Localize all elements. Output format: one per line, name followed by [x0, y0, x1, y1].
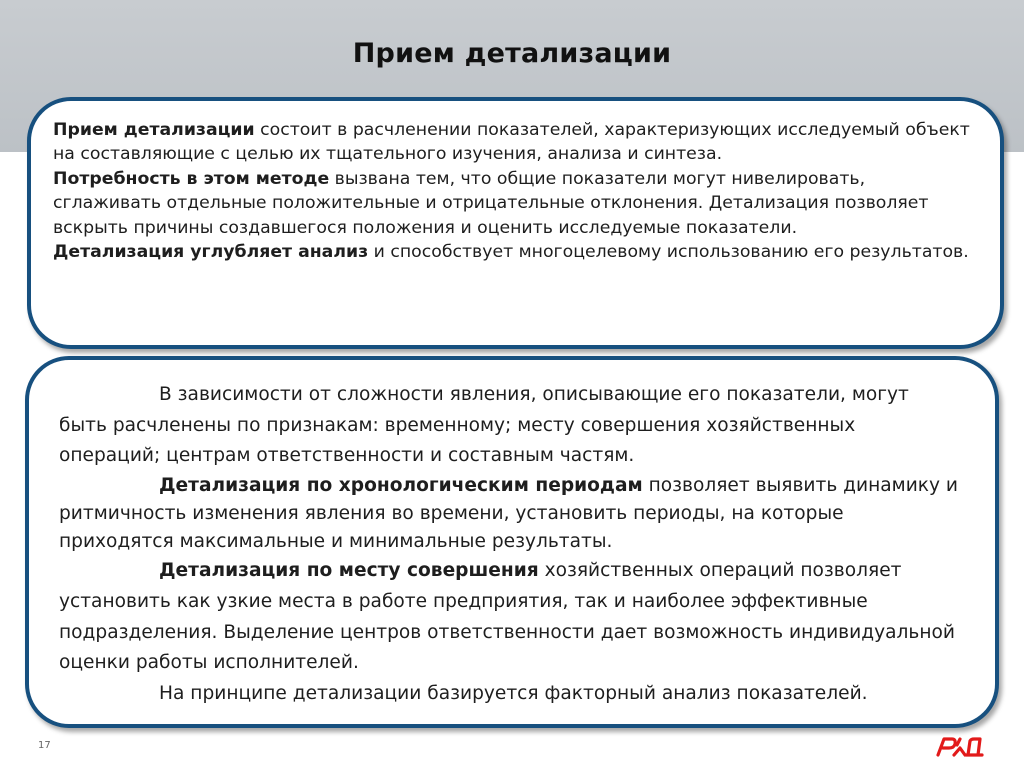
- deepening-paragraph: [53, 240, 976, 264]
- types-box: [25, 356, 999, 728]
- deepening-text: и способствует многоцелевому использованию его результатов.: [368, 242, 969, 263]
- need-paragraph: [53, 167, 976, 240]
- factor-analysis-paragraph: На принципе детализации базируется факторный анализ показателей.: [159, 682, 868, 704]
- rzd-logo-icon: [934, 735, 986, 757]
- definition-term: Прием детализации: [53, 120, 255, 140]
- definition-box: [27, 97, 1004, 349]
- page-number: 17: [38, 740, 51, 751]
- chronological-text: позволяет выявить динамику и ритмичность изменения явления во времени, установить периоды, на которые приходятся максимальные и минимальные результаты.: [59, 474, 959, 553]
- place-term: Детализация по месту совершения: [159, 560, 539, 582]
- deepening-term: Детализация углубляет анализ: [53, 242, 369, 263]
- definition-text: состоит в расчленении показателей, характеризующих исследуемый объект на составляющие с целью их тщательного изучения, анализа и синтеза.: [53, 120, 970, 165]
- slide-title: Прием детализации: [352, 38, 672, 69]
- chronological-paragraph: [59, 472, 959, 557]
- place-text: хозяйственных операций позволяет установить как узкие места в работе предприятия, так и наиболее эффективные подразделения. Выделение центров ответственности дает возможность индивидуальной оценки работы исполнителей.: [59, 560, 955, 674]
- types-intro-paragraph: В зависимости от сложности явления, описывающие его показатели, могут быть расчленены по признакам: временному; месту совершения хозяйственных операций; центрам ответственности и составным частям.: [59, 384, 909, 467]
- chronological-term: Детализация по хронологическим периодам: [159, 474, 643, 496]
- definition-paragraph: [53, 118, 976, 167]
- need-term: Потребность в этом методе: [53, 168, 330, 189]
- need-text: вызвана тем, что общие показатели могут нивелировать, сглаживать отдельные положительные и отрицательные отклонения. Детализация позволяет вскрыть причины создавшегося положения и оценить исследуемые показатели.: [53, 168, 929, 238]
- place-paragraph: [59, 556, 959, 678]
